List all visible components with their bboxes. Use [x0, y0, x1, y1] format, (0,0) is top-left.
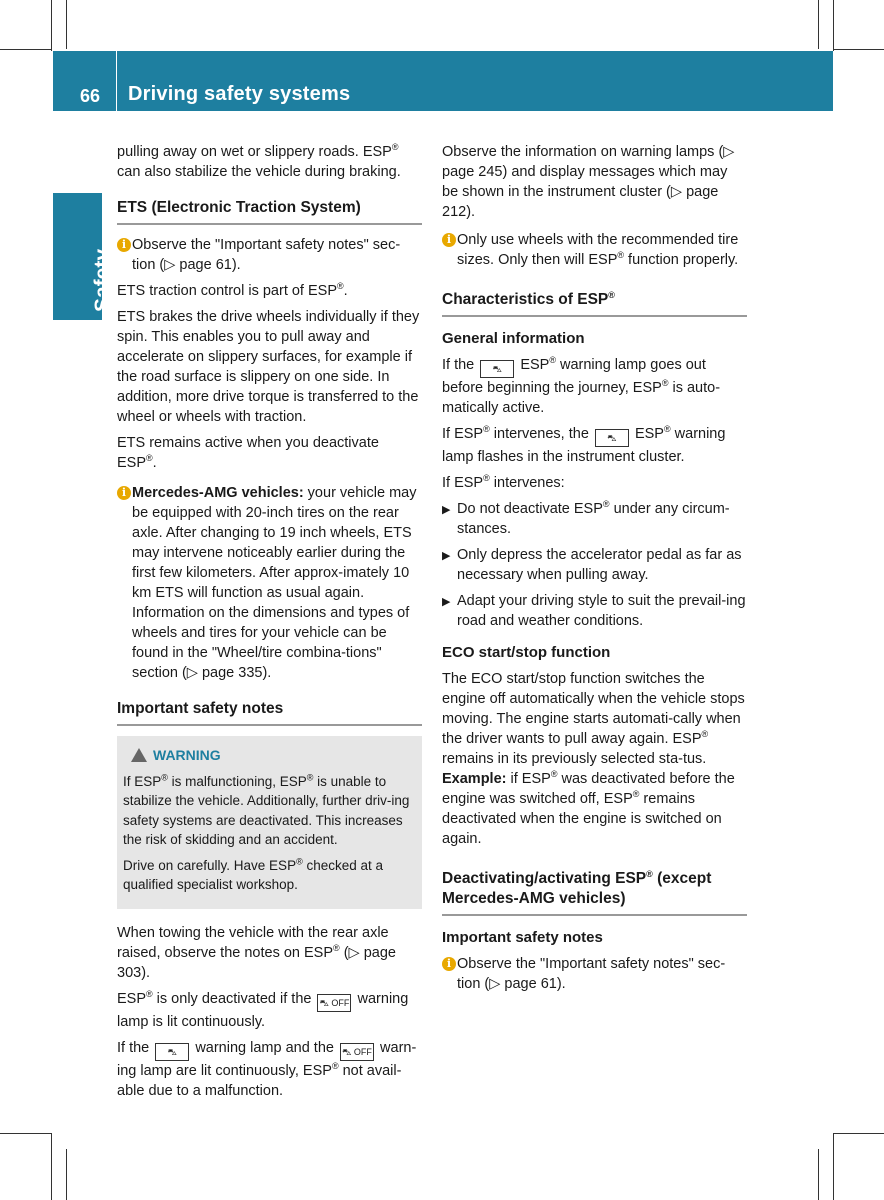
- list-item: ▶ Do not deactivate ESP® under any circum-stances.: [442, 499, 730, 537]
- ets-heading: ETS (Electronic Traction System): [117, 198, 422, 225]
- eco-paragraph: The ECO start/stop function switches the engine off automatically when the vehicle stops moving. The engine starts automati-cally when the driver wants to pull away again. ESP® remains in its previously selected sta-tus. Example: if ESP® was deactivated before the engine was switched off, ESP® remains deactivated when the engine is switched on again.: [442, 671, 745, 847]
- crop-mark: [66, 0, 67, 49]
- esp-warning-lamp-icon: ⛍: [595, 429, 629, 447]
- eco-heading: ECO start/stop function: [442, 644, 611, 661]
- general-paragraph-2: If ESP® intervenes, the ⛍ ESP® warning lamp flashes in the instrument cluster.: [442, 424, 726, 465]
- crop-mark: [833, 49, 884, 50]
- crop-mark: [51, 1133, 52, 1200]
- arrow-bullet-icon: ▶: [442, 504, 451, 516]
- crop-mark: [818, 1149, 819, 1200]
- warning-lamps-paragraph: Observe the information on warning lamps (▷ page 245) and display messages which may be shown in the instrument cluster (▷ page 212).: [442, 144, 735, 220]
- left-column: [117, 142, 422, 1107]
- warning-box: [117, 736, 422, 909]
- header-divider: [116, 51, 117, 111]
- amg-bold-label: Mercedes-AMG vehicles:: [132, 485, 304, 501]
- general-info-heading: General information: [442, 330, 585, 347]
- ets-info-text: Observe the "Important safety notes" sec-tion (▷ page 61).: [132, 237, 401, 273]
- crop-mark: [833, 1133, 884, 1134]
- crop-mark: [833, 0, 834, 51]
- arrow-bullet-icon: ▶: [442, 550, 451, 562]
- ets-paragraph-1: ETS traction control is part of ESP®.: [117, 281, 348, 299]
- deactivating-heading: Deactivating/activating ESP® (except Mercedes-AMG vehicles): [442, 869, 747, 916]
- arrow-bullet-icon: ▶: [442, 596, 451, 608]
- ets-paragraph-3: ETS remains active when you deactivate ESP®.: [117, 435, 379, 471]
- malfunction-paragraph: If the ⛍ warning lamp and the ⛍ OFF warn-ing lamp are lit continuously, ESP® not avail-able due to a malfunction.: [117, 1039, 417, 1099]
- safety-notes-heading: Important safety notes: [117, 699, 422, 726]
- right-column: [442, 142, 747, 1000]
- safety-info-text: Observe the "Important safety notes" sec-tion (▷ page 61).: [457, 956, 726, 992]
- esp-warning-lamp-icon: ⛍: [480, 360, 514, 378]
- crop-mark: [0, 1133, 51, 1134]
- esp-warning-lamp-icon: ⛍: [155, 1043, 189, 1061]
- page-number: 66: [80, 86, 101, 106]
- intro-paragraph: pulling away on wet or slippery roads. ESP® can also stabilize the vehicle during braking.: [117, 142, 401, 180]
- warning-triangle-icon: [131, 748, 147, 762]
- info-icon: i: [117, 238, 131, 252]
- crop-mark: [51, 0, 52, 51]
- esp-off-warning-lamp-icon: ⛍ OFF: [340, 1043, 374, 1061]
- crop-mark: [66, 1149, 67, 1200]
- amg-info-text: your vehicle may be equipped with 20-inch tires on the rear axle. After changing to 19 inch wheels, ETS may intervene noticeably earlier during the first few kilometers. After approx-imately 10 km ETS will function as usual again. Information on the dimensions and types of wheels and tires for your vehicle can be found in the "Wheel/tire combina-tions" section (▷ page 335).: [132, 485, 417, 681]
- info-icon: i: [442, 233, 456, 247]
- ets-paragraph-2: ETS brakes the drive wheels individually if they spin. This enables you to pull away and accelerate on slippery surfaces, for example if the road surface is slippery on one side. In addition, more drive torque is transferred to the wheel or wheels with traction.: [117, 309, 420, 425]
- warning-paragraph-1: If ESP® is malfunctioning, ESP® is unable to stabilize the vehicle. Additionally, further driv-ing safety systems are deactivated. This increases the risk of skidding and an accident.: [123, 772, 410, 847]
- side-tab-label: Safety: [91, 248, 114, 312]
- esp-off-paragraph: ESP® is only deactivated if the ⛍ OFF warning lamp is lit continuously.: [117, 988, 409, 1030]
- ets-info-note: [117, 235, 422, 275]
- towing-paragraph: When towing the vehicle with the rear axle raised, observe the notes on ESP® (▷ page 303).: [117, 924, 396, 981]
- warning-title: WARNING: [131, 746, 416, 766]
- amg-info-note: [117, 483, 422, 683]
- warning-paragraph-2: Drive on carefully. Have ESP® checked at a qualified specialist workshop.: [123, 856, 384, 892]
- esp-off-warning-lamp-icon: ⛍ OFF: [317, 994, 351, 1012]
- general-paragraph-1: If the ⛍ ESP® warning lamp goes out before beginning the journey, ESP® is auto-matically active.: [442, 355, 721, 416]
- wheels-info-text: Only use wheels with the recommended tire sizes. Only then will ESP® function properly.: [457, 232, 739, 268]
- wheels-info-note: [442, 230, 747, 270]
- general-paragraph-3: If ESP® intervenes:: [442, 473, 565, 491]
- list-item: ▶ Adapt your driving style to suit the prevail-ing road and weather conditions.: [442, 593, 746, 629]
- info-icon: i: [117, 486, 131, 500]
- safety-info-note: [442, 954, 747, 994]
- safety-notes-subheading: Important safety notes: [442, 929, 603, 946]
- crop-mark: [818, 0, 819, 49]
- crop-mark: [0, 49, 51, 50]
- characteristics-heading: Characteristics of ESP®: [442, 290, 747, 317]
- crop-mark: [833, 1133, 834, 1200]
- info-icon: i: [442, 957, 456, 971]
- list-item: ▶ Only depress the accelerator pedal as far as necessary when pulling away.: [442, 547, 742, 583]
- section-title: Driving safety systems: [128, 83, 351, 105]
